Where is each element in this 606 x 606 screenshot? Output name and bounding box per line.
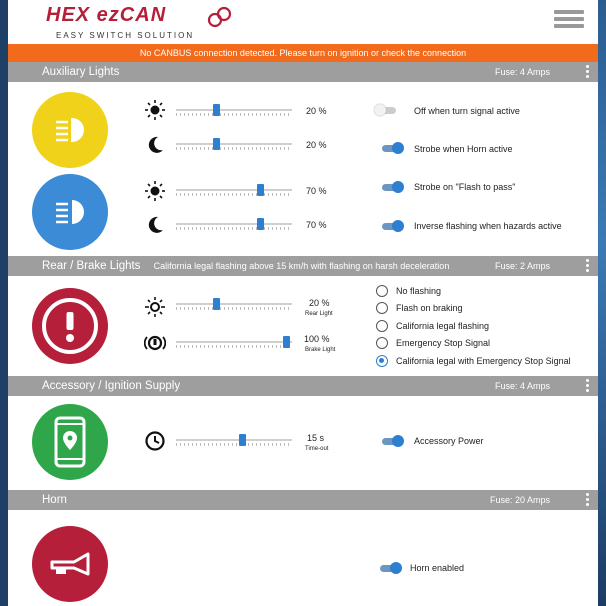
section-accessory [8, 396, 598, 490]
slider-thumb[interactable] [213, 104, 220, 116]
aux-light-2-icon [32, 174, 108, 250]
logo-rings-icon [206, 6, 234, 30]
radio-california-emergency[interactable] [376, 355, 388, 367]
sun-icon [144, 180, 166, 202]
slider-rear-light[interactable] [176, 298, 292, 310]
radio-label: Emergency Stop Signal [396, 338, 491, 348]
aux-light-1-icon [32, 92, 108, 168]
slider-sublabel: Rear Light [305, 311, 333, 317]
slider-value: 100 % [304, 334, 330, 344]
section-header-rear [8, 256, 598, 276]
toggle-label: Strobe on "Flash to pass" [414, 182, 516, 192]
fuse-label: Fuse: 4 Amps [494, 381, 550, 391]
slider-value: 20 % [306, 140, 327, 150]
radio-label: California legal with Emergency Stop Signal [396, 356, 571, 366]
clock-icon [144, 430, 166, 452]
slider-thumb[interactable] [239, 434, 246, 446]
section-header-auxiliary [8, 62, 598, 82]
slider-aux1-night[interactable] [176, 138, 292, 150]
radio-label: Flash on braking [396, 303, 463, 313]
slider-thumb[interactable] [257, 218, 264, 230]
moon-icon [144, 214, 166, 236]
slider-value: 20 % [309, 298, 330, 308]
sun-icon [144, 99, 166, 121]
toggle-label: Strobe when Horn active [414, 144, 513, 154]
section-title: Auxiliary Lights [42, 66, 120, 78]
section-auxiliary [8, 82, 598, 256]
toggle-strobe-horn[interactable] [380, 142, 404, 154]
section-header-horn [8, 490, 598, 510]
radio-no-flashing[interactable] [376, 285, 388, 297]
fuse-label: Fuse: 4 Amps [494, 67, 550, 77]
rear-light-icon [144, 296, 166, 318]
slider-aux2-night[interactable] [176, 218, 292, 230]
logo-text: HEX ezCAN [46, 4, 167, 26]
toggle-label: Accessory Power [414, 436, 484, 446]
slider-sublabel: Time-out [305, 446, 329, 452]
slider-aux2-day[interactable] [176, 184, 292, 196]
connection-alert-banner: No CANBUS connection detected. Please turn on ignition or check the connection [8, 44, 598, 62]
more-options-icon[interactable] [586, 259, 590, 274]
fuse-label: Fuse: 2 Amps [494, 261, 550, 271]
app-window [8, 0, 598, 606]
slider-value: 20 % [306, 106, 327, 116]
logo-tagline: EASY SWITCH SOLUTION [56, 31, 195, 40]
section-title: Accessory / Ignition Supply [42, 380, 181, 392]
more-options-icon[interactable] [586, 65, 590, 80]
radio-label: California legal flashing [396, 321, 490, 331]
brake-light-icon [144, 332, 166, 354]
section-description: California legal flashing above 15 km/h with flashing on harsh deceleration [153, 261, 450, 271]
horn-icon [32, 526, 108, 602]
slider-brake-light[interactable] [176, 336, 292, 348]
toggle-strobe-flash-to-pass[interactable] [380, 181, 404, 193]
fuse-label: Fuse: 20 Amps [489, 495, 550, 505]
toggle-horn-enabled[interactable] [378, 562, 402, 574]
radio-california-legal[interactable] [376, 320, 388, 332]
moon-icon [144, 134, 166, 156]
toggle-off-turn-signal[interactable] [374, 104, 398, 116]
slider-value: 70 % [306, 186, 327, 196]
slider-thumb[interactable] [283, 336, 290, 348]
slider-timeout[interactable] [176, 434, 292, 446]
slider-value: 70 % [306, 220, 327, 230]
toggle-label: Off when turn signal active [414, 106, 520, 116]
slider-value: 15 s [307, 433, 325, 443]
phone-location-icon [32, 404, 108, 480]
radio-emergency-stop[interactable] [376, 337, 388, 349]
toggle-label: Inverse flashing when hazards active [414, 221, 562, 231]
toggle-inverse-flashing[interactable] [380, 220, 404, 232]
section-rear [8, 276, 598, 376]
slider-thumb[interactable] [257, 184, 264, 196]
section-header-accessory [8, 376, 598, 396]
slider-sublabel: Brake Light [305, 347, 336, 353]
more-options-icon[interactable] [586, 379, 590, 394]
toggle-accessory-power[interactable] [380, 435, 404, 447]
logo [46, 4, 246, 42]
radio-label: No flashing [396, 286, 442, 296]
brake-warning-icon [32, 288, 108, 364]
slider-thumb[interactable] [213, 138, 220, 150]
slider-thumb[interactable] [213, 298, 220, 310]
section-title: Horn [42, 494, 67, 506]
section-title: Rear / Brake Lights [42, 260, 141, 272]
toggle-label: Horn enabled [410, 563, 465, 573]
section-horn [8, 510, 598, 606]
more-options-icon[interactable] [586, 493, 590, 508]
app-header [8, 0, 598, 44]
hamburger-menu-icon[interactable] [554, 10, 584, 32]
slider-aux1-day[interactable] [176, 104, 292, 116]
radio-flash-on-braking[interactable] [376, 302, 388, 314]
